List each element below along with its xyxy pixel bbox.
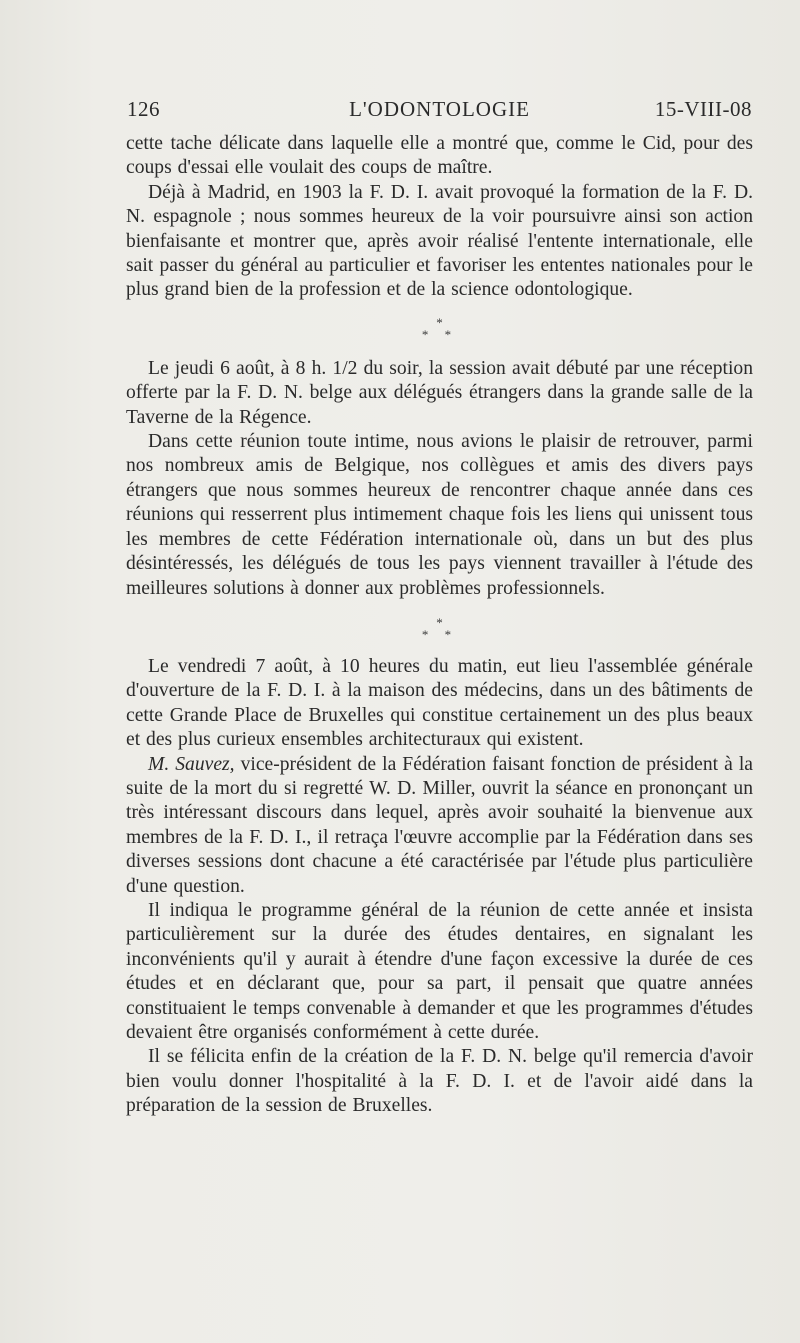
paragraph-6 [126, 753, 753, 899]
separator-star-top: * [436, 614, 443, 630]
section-separator-1 [126, 314, 753, 342]
paragraph-4: Dans cette réunion toute intime, nous avions le plaisir de retrouver, parmi nos nombreux amis de Belgique, nos collègues et amis des divers pays étrangers que nous sommes heureux de rencontrer chaque année dans ces réunions qui resserrent plus intimement chaque fois les liens qui unissent tous les membres de cette Fédération internationale où, dans un but des plus désintéressés, les délégués de tous les pays viennent travailler à l'étude des meilleures solutions à donner aux problèmes professionnels. [126, 431, 753, 599]
journal-title: L'ODONTOLOGIE [349, 97, 530, 121]
paragraph-1: cette tache délicate dans laquelle elle a montré que, comme le Cid, pour des coups d'essai elle voulait des coups de maître. [126, 133, 753, 179]
separator-stars-bottom: * * [421, 626, 458, 642]
separator-star-top: * [436, 314, 443, 330]
paragraph-8: Il se félicita enfin de la création de la F. D. N. belge qu'il remercia d'avoir bien voulu donner l'hospitalité à la F. D. I. et de l'avoir aidé dans la préparation de la session de Bruxelles. [126, 1046, 753, 1117]
section-separator-2 [126, 614, 753, 642]
article-body [126, 132, 753, 1119]
paragraph-6-text: vice-président de la Fédération faisant fonction de président à la suite de la mort du si regretté W. D. Miller, ouvrit la séance en prononçant un très intéressant discours dans lequel, après avoir souhaité la bienvenue aux membres de la F. D. I., il retraça l'œuvre accomplie par la Fédération dans ses diverses sessions dont chacune a été caractérisée par l'étude plus particulière d'une question. [126, 753, 753, 897]
paragraph-5: Le vendredi 7 août, à 10 heures du matin, eut lieu l'assemblée générale d'ouverture de la F. D. I. à la maison des médecins, dans un des bâtiments de cette Grande Place de Bruxelles qui constitue certainement un des plus beaux et des plus curieux ensembles architecturaux qui existent. [126, 655, 753, 751]
issue-date: 15-VIII-08 [654, 97, 752, 121]
page-number: 126 [127, 97, 160, 121]
separator-stars-bottom: * * [421, 326, 458, 342]
paragraph-3: Le jeudi 6 août, à 8 h. 1/2 du soir, la session avait débuté par une réception offerte par la F. D. N. belge aux délégués étrangers dans la grande salle de la Taverne de la Régence. [126, 357, 753, 428]
paragraph-7: Il indiqua le programme général de la réunion de cette année et insista particulièrement sur la durée des études dentaires, en signalant les inconvénients qu'il y aurait à étendre d'une façon excessive la durée de ces études et en déclarant que, pour sa part, il pensait que quatre années constituaient le temps convenable à demander et que les programmes d'études devaient être organisés conformément à cette durée. [126, 899, 753, 1043]
running-header [127, 97, 752, 127]
speaker-name: M. Sauvez, [148, 753, 235, 775]
paragraph-2: Déjà à Madrid, en 1903 la F. D. I. avait provoqué la formation de la F. D. N. espagnole ; nous sommes heureux de la voir poursuivre ainsi son action bienfaisante et montrer que, après avoir réalisé l'entente internationale, elle sait passer du général au particulier et favoriser les ententes nationales pour le plus grand bien de la profession et de la science odontologique. [126, 181, 753, 301]
